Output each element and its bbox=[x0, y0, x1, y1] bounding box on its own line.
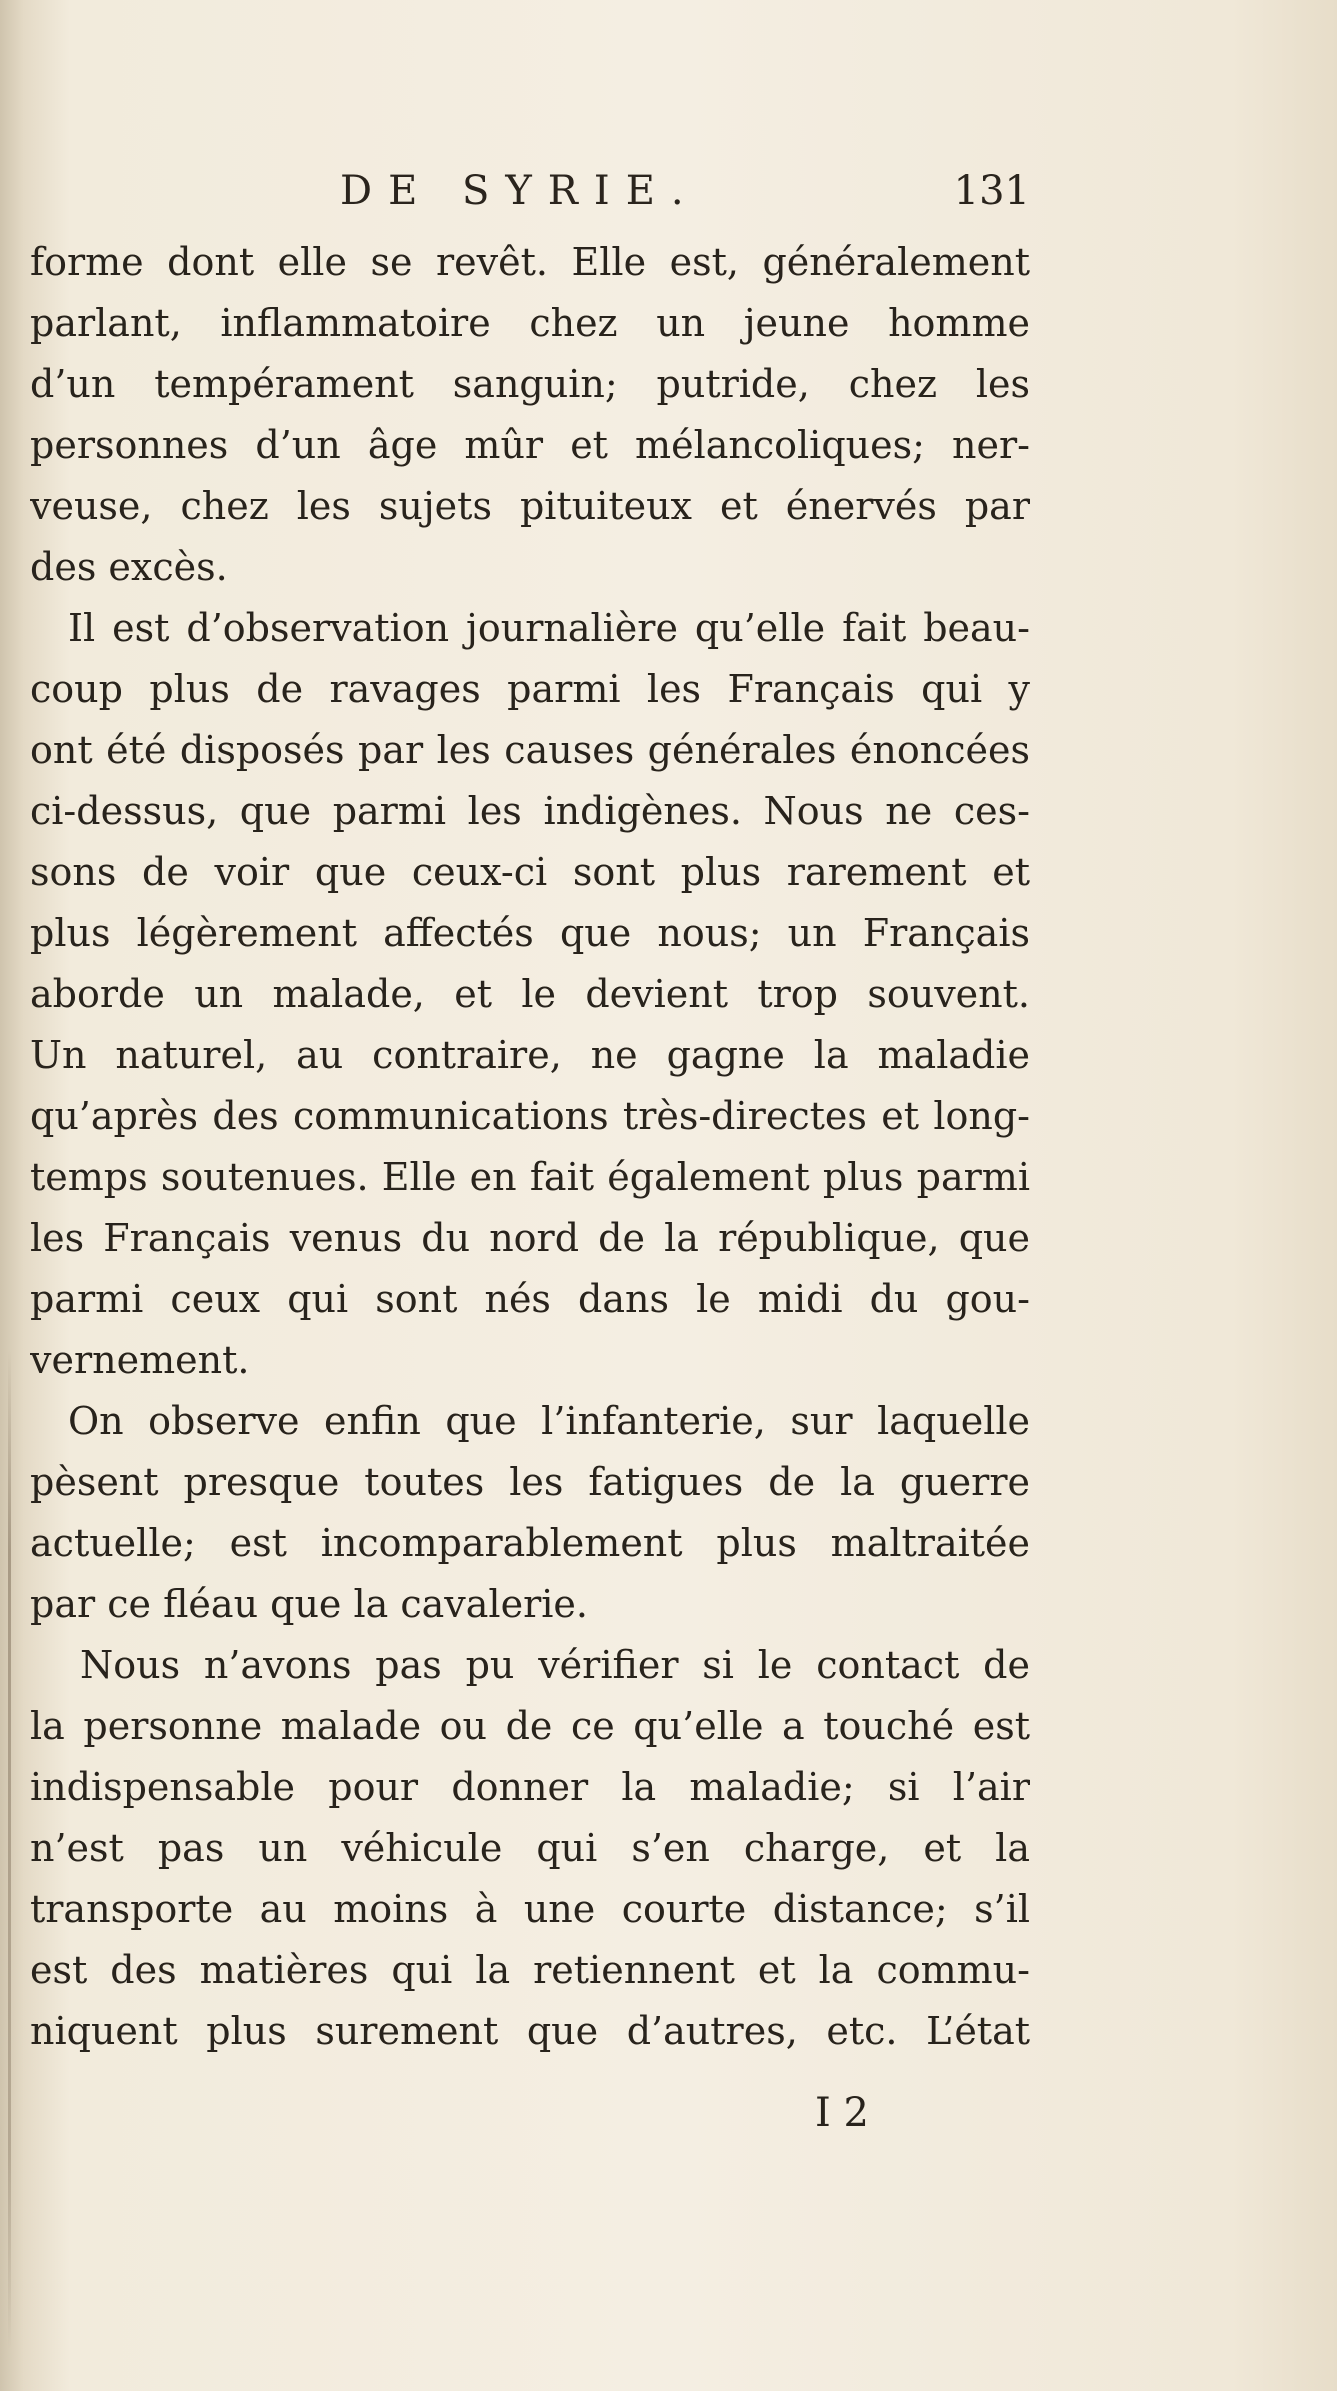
text-line: la personne malade ou de ce qu’elle a touché est bbox=[30, 1704, 1030, 1748]
text-line: temps soutenues. Elle en fait également plus parmi bbox=[30, 1155, 1030, 1199]
text-line: vernement. bbox=[30, 1338, 250, 1382]
text-line: pèsent presque toutes les fatigues de la guerre bbox=[30, 1460, 1030, 1504]
text-line: des excès. bbox=[30, 545, 228, 589]
text-line: personnes d’un âge mûr et mélancoliques; ner- bbox=[30, 423, 1030, 467]
text-line: Nous n’avons pas pu vérifier si le contact de bbox=[80, 1643, 1030, 1687]
text-line: Un naturel, au contraire, ne gagne la maladie bbox=[30, 1033, 1030, 1077]
text-line: parmi ceux qui sont nés dans le midi du gou- bbox=[30, 1277, 1030, 1321]
text-line: parlant, inflammatoire chez un jeune homme bbox=[30, 301, 1030, 345]
text-line: ont été disposés par les causes générales énoncées bbox=[30, 728, 1030, 772]
signature-mark: I 2 bbox=[815, 2090, 869, 2136]
text-line: actuelle; est incomparablement plus maltraitée bbox=[30, 1521, 1030, 1565]
text-line: qu’après des communications très-directes et long- bbox=[30, 1094, 1030, 1138]
text-line: aborde un malade, et le devient trop souvent. bbox=[30, 972, 1030, 1016]
binding-gutter bbox=[8, 1350, 11, 2350]
text-line: coup plus de ravages parmi les Français qui y bbox=[30, 667, 1030, 711]
text-line: niquent plus surement que d’autres, etc. L’état bbox=[30, 2009, 1030, 2053]
text-line: est des matières qui la retiennent et la commu- bbox=[30, 1948, 1030, 1992]
text-line: d’un tempérament sanguin; putride, chez les bbox=[30, 362, 1030, 406]
text-line: sons de voir que ceux-ci sont plus rarement et bbox=[30, 850, 1030, 894]
text-line: Il est d’observation journalière qu’elle fait beau- bbox=[68, 606, 1030, 650]
page-number: 131 bbox=[953, 168, 1030, 214]
text-line: ci-dessus, que parmi les indigènes. Nous ne ces- bbox=[30, 789, 1030, 833]
text-line: plus légèrement affectés que nous; un Français bbox=[30, 911, 1030, 955]
running-head-title: DE SYRIE. bbox=[340, 168, 700, 214]
text-line: forme dont elle se revêt. Elle est, généralement bbox=[30, 240, 1030, 284]
text-line: veuse, chez les sujets pituiteux et énervés par bbox=[30, 484, 1030, 528]
running-head bbox=[30, 168, 1030, 228]
text-line: indispensable pour donner la maladie; si l’air bbox=[30, 1765, 1030, 1809]
text-line: n’est pas un véhicule qui s’en charge, et la bbox=[30, 1826, 1030, 1870]
body-text bbox=[30, 232, 1030, 2062]
text-line: On observe enfin que l’infanterie, sur laquelle bbox=[68, 1399, 1030, 1443]
text-line: transporte au moins à une courte distance; s’il bbox=[30, 1887, 1030, 1931]
text-line: par ce fléau que la cavalerie. bbox=[30, 1582, 588, 1626]
text-line: les Français venus du nord de la république, que bbox=[30, 1216, 1030, 1260]
